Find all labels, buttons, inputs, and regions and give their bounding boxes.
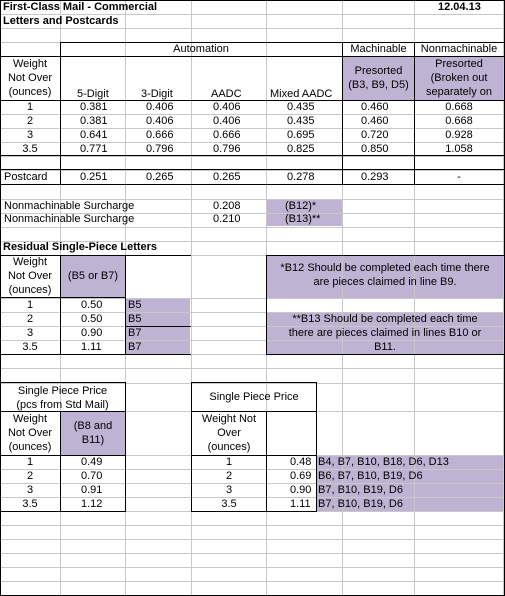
border-vertical: [125, 255, 126, 355]
postcard-3digit: 0.265: [146, 171, 174, 183]
rate-weight: 1: [26, 101, 34, 113]
weight-header-line3: (ounces): [8, 86, 52, 98]
single-left-price: 0.91: [81, 484, 103, 496]
rate-machinable: 0.850: [361, 143, 389, 155]
grid-line-horizontal: [0, 298, 505, 299]
residual-price: 1.11: [81, 341, 102, 353]
grid-line-horizontal: [0, 368, 505, 369]
single-right-weight: 2: [225, 470, 233, 482]
grid-line-horizontal: [0, 525, 505, 526]
single-left-price: 0.49: [81, 456, 103, 468]
single-right-weight-line2: Over: [217, 427, 241, 439]
weight-header-line2: Not Over: [7, 72, 52, 84]
rate-mixed-aadc: 0.435: [287, 101, 315, 113]
surcharge-line-ref: (B13)**: [285, 213, 321, 225]
nonmachinable-sub-line1: Presorted: [435, 58, 483, 70]
rate-aadc: 0.666: [213, 129, 241, 141]
note2-line2: there are pieces claimed in lines B10 or: [288, 327, 482, 339]
sheet-title: First-Class Mail - Commercial: [3, 1, 158, 13]
nonmachinable-sub-line3: separately on: [425, 86, 493, 98]
single-right-price: 0.48: [290, 456, 312, 468]
group-nonmachinable: Nonmachinable: [420, 43, 498, 55]
border-horizontal: [0, 56, 504, 57]
border-vertical: [316, 382, 317, 511]
border-horizontal: [266, 354, 504, 355]
single-left-price: 0.70: [81, 470, 103, 482]
grid-line-horizontal: [0, 553, 505, 554]
grid-line-horizontal: [0, 156, 505, 157]
border-horizontal: [0, 297, 125, 298]
postcard-nonmachinable: -: [457, 171, 461, 183]
residual-line-ref: B7: [128, 341, 142, 353]
rate-mixed-aadc: 0.695: [287, 129, 315, 141]
single-left-col-line2: B11): [81, 434, 105, 446]
border-vertical: [342, 42, 343, 185]
rate-5digit: 0.641: [80, 129, 108, 141]
rate-weight: 3.5: [22, 143, 38, 155]
rate-weight: 2: [26, 115, 34, 127]
single-left-weight: 3: [26, 484, 34, 496]
group-automation: Automation: [173, 43, 229, 55]
single-left-title-line2: (pcs from Std Mail): [16, 399, 109, 411]
single-right-weight-line3: (ounces): [207, 441, 251, 453]
note1-line1: *B12 Should be completed each time there: [280, 262, 490, 274]
single-right-weight: 1: [225, 456, 233, 468]
single-left-weight: 1: [26, 456, 34, 468]
surcharge-value: 0.210: [213, 213, 241, 225]
residual-line-ref: B5: [128, 299, 142, 311]
surcharge-line-ref: (B12)*: [285, 200, 317, 212]
rate-3digit: 0.666: [146, 129, 174, 141]
residual-title: Residual Single-Piece Letters: [3, 241, 158, 253]
residual-weight: 1: [26, 299, 34, 311]
rate-aadc: 0.406: [213, 115, 241, 127]
col-mixed-aadc: Mixed AADC: [270, 88, 333, 100]
weight-header-line1: Weight: [12, 58, 48, 70]
single-right-line-refs: B7, B10, B19, D6: [318, 498, 403, 510]
single-right-line-refs: B4, B7, B10, B18, D6, D13: [318, 456, 449, 468]
single-right-weight-line1: Weight Not: [201, 413, 257, 425]
rate-aadc: 0.796: [213, 143, 241, 155]
rate-machinable: 0.460: [361, 101, 389, 113]
single-right-weight: 3: [225, 484, 233, 496]
note2-line3: B11.: [374, 341, 396, 353]
single-left-weight: 3.5: [22, 498, 38, 510]
single-right-price: 0.69: [290, 470, 312, 482]
postcard-mixed: 0.278: [287, 171, 315, 183]
residual-weight-line1: Weight: [12, 256, 48, 268]
single-left-title-line1: Single Piece Price: [17, 385, 108, 397]
border-vertical: [125, 382, 126, 511]
postcard-aadc: 0.265: [213, 171, 241, 183]
border-horizontal: [0, 511, 126, 512]
single-left-weight-line1: Weight: [12, 413, 48, 425]
col-aadc: AADC: [211, 88, 242, 100]
rate-5digit: 0.381: [80, 101, 108, 113]
single-left-weight-line3: (ounces): [8, 441, 52, 453]
rate-machinable: 0.460: [361, 115, 389, 127]
col-5digit: 5-Digit: [77, 88, 109, 100]
surcharge-value: 0.208: [213, 200, 241, 212]
residual-price: 0.50: [81, 299, 103, 311]
border-horizontal: [0, 184, 504, 185]
residual-col-header: (B5 or B7): [67, 270, 119, 282]
grid-line-horizontal: [0, 28, 505, 29]
single-right-line-refs: B6, B7, B10, B19, D6: [318, 470, 423, 482]
machinable-sub-line2: (B3, B9, D5): [348, 79, 409, 91]
residual-price: 0.50: [81, 313, 103, 325]
grid-line-horizontal: [0, 539, 505, 540]
rate-mixed-aadc: 0.825: [287, 143, 315, 155]
residual-weight-line3: (ounces): [8, 284, 52, 296]
residual-weight: 2: [26, 313, 34, 325]
single-right-price: 0.90: [290, 484, 312, 496]
rate-5digit: 0.771: [80, 143, 108, 155]
residual-line-ref: B7: [128, 327, 142, 339]
single-right-title: Single Piece Price: [209, 391, 299, 403]
residual-line-ref: B5: [128, 313, 142, 325]
grid-line-horizontal: [0, 383, 505, 384]
single-left-weight-line2: Not Over: [7, 427, 52, 439]
rate-5digit: 0.381: [80, 115, 108, 127]
border-horizontal: [191, 411, 317, 412]
border-horizontal: [266, 255, 504, 256]
postcard-label: Postcard: [4, 171, 48, 183]
rate-nonmachinable: 0.668: [445, 101, 473, 113]
single-right-line-refs: B7, B10, B19, D6: [318, 484, 403, 496]
rate-nonmachinable: 0.668: [445, 115, 473, 127]
border-vertical: [60, 42, 61, 185]
nonmachinable-sub-line2: (Broken out: [430, 72, 488, 84]
single-right-weight: 3.5: [221, 498, 237, 510]
single-left-price: 1.12: [81, 498, 103, 510]
rate-3digit: 0.406: [146, 115, 174, 127]
sheet-date: 12.04.13: [438, 1, 481, 13]
border-horizontal: [191, 511, 317, 512]
note2-line1: **B13 Should be completed each time: [292, 313, 478, 325]
rate-machinable: 0.720: [361, 129, 389, 141]
postcard-machinable: 0.293: [361, 171, 389, 183]
grid-line-horizontal: [0, 581, 505, 582]
sheet-subtitle: Letters and Postcards: [3, 15, 119, 27]
postcard-5digit: 0.251: [80, 171, 108, 183]
border-horizontal: [191, 382, 317, 383]
rate-3digit: 0.796: [146, 143, 174, 155]
rate-weight: 3: [26, 129, 34, 141]
border-horizontal: [0, 354, 191, 355]
border-vertical: [266, 411, 267, 511]
col-3digit: 3-Digit: [141, 88, 173, 100]
rate-3digit: 0.406: [146, 101, 174, 113]
border-horizontal: [0, 382, 126, 383]
single-left-weight: 2: [26, 470, 34, 482]
residual-weight: 3.5: [22, 341, 38, 353]
surcharge-label: Nonmachinable Surcharge: [4, 200, 135, 212]
single-right-price: 1.11: [290, 498, 311, 510]
rate-mixed-aadc: 0.435: [287, 115, 315, 127]
group-machinable: Machinable: [350, 43, 407, 55]
rate-nonmachinable: 0.928: [445, 129, 473, 141]
machinable-sub-line1: Presorted: [354, 65, 403, 77]
residual-weight: 3: [26, 327, 34, 339]
residual-weight-line2: Not Over: [7, 270, 52, 282]
residual-price: 0.90: [81, 327, 103, 339]
note1-line2: are pieces claimed in line B9.: [313, 276, 457, 288]
rate-aadc: 0.406: [213, 101, 241, 113]
border-horizontal: [0, 169, 504, 170]
grid-line-horizontal: [0, 227, 505, 228]
rate-nonmachinable: 1.058: [445, 143, 473, 155]
single-left-col-line1: (B8 and: [73, 420, 113, 432]
surcharge-label: Nonmachinable Surcharge: [4, 213, 135, 225]
grid-line-horizontal: [0, 567, 505, 568]
